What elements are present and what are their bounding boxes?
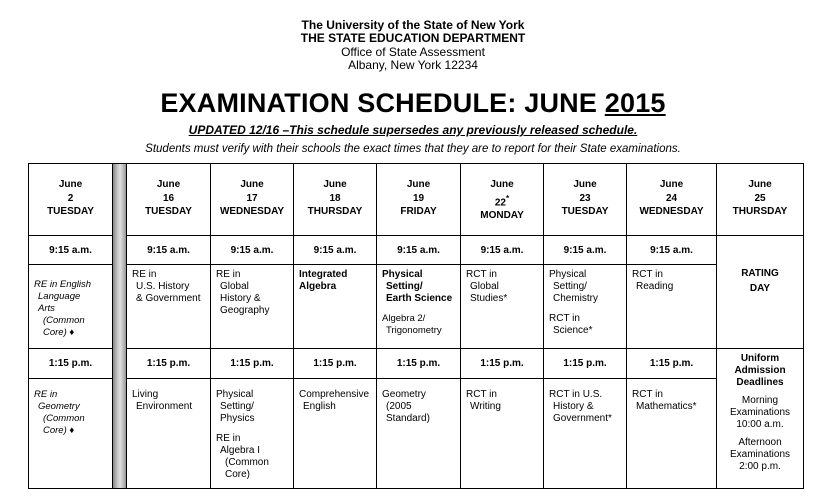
- exam-cell: Integrated Algebra: [294, 265, 377, 349]
- exam-cell: Living Environment: [127, 379, 211, 489]
- header-office: Office of State Assessment: [341, 45, 485, 59]
- separator-bar: [113, 164, 127, 489]
- day-header: June 24 WEDNESDAY: [627, 164, 717, 236]
- time-cell: 9:15 a.m.: [377, 236, 461, 265]
- time-cell: 9:15 a.m.: [211, 236, 294, 265]
- updated-notice: UPDATED 12/16 –This schedule supersedes any previously released schedule.: [188, 123, 638, 137]
- exam-cell: RE in English Language Arts (Common Core) ♦: [29, 265, 113, 349]
- time-cell: 1:15 p.m.: [127, 349, 211, 379]
- page-title: [0, 88, 826, 119]
- student-note: Students must verify with their schools the exact times that they are to report for their State examinations.: [145, 143, 681, 155]
- time-cell: 1:15 p.m.: [211, 349, 294, 379]
- exam-cell: Physical Setting/ Chemistry RCT in Science*: [544, 265, 627, 349]
- exam-cell: RE in U.S. History & Government: [127, 265, 211, 349]
- exam-cell: RCT in Reading: [627, 265, 717, 349]
- time-cell: 9:15 a.m.: [544, 236, 627, 265]
- time-cell: 9:15 a.m.: [461, 236, 544, 265]
- time-cell: 9:15 a.m.: [29, 236, 113, 265]
- rating-day: RATING DAY: [717, 236, 804, 349]
- exam-cell: Comprehensive English: [294, 379, 377, 489]
- day-header: June 23 TUESDAY: [544, 164, 627, 236]
- exam-cell: RE in Global History & Geography: [211, 265, 294, 349]
- admission-deadlines: Uniform Admission Deadlines Morning Examinations 10:00 a.m. Afternoon Examinations 2:00 p.m.: [717, 349, 804, 489]
- header-department: THE STATE EDUCATION DEPARTMENT: [300, 31, 526, 45]
- day-header: June 18 THURSDAY: [294, 164, 377, 236]
- title-text: EXAMINATION SCHEDULE: JUNE: [160, 88, 605, 118]
- exam-cell: RCT in Mathematics*: [627, 379, 717, 489]
- exam-cell: RCT in Writing: [461, 379, 544, 489]
- day-header-row: [29, 164, 804, 236]
- day-header: June 22* MONDAY: [461, 164, 544, 236]
- time-cell: 1:15 p.m.: [377, 349, 461, 379]
- time-cell: 9:15 a.m.: [127, 236, 211, 265]
- day-header: June 25 THURSDAY: [717, 164, 804, 236]
- day-header: June 2 TUESDAY: [29, 164, 113, 236]
- exam-cell: RCT in Global Studies*: [461, 265, 544, 349]
- exam-cell: RCT in U.S. History & Government*: [544, 379, 627, 489]
- time-cell: 1:15 p.m.: [627, 349, 717, 379]
- day-header: June 17 WEDNESDAY: [211, 164, 294, 236]
- afternoon-time-row: [29, 349, 804, 379]
- morning-time-row: [29, 236, 804, 265]
- header-address: Albany, New York 12234: [348, 58, 478, 72]
- schedule-table: [28, 163, 804, 489]
- time-cell: 1:15 p.m.: [461, 349, 544, 379]
- time-cell: 1:15 p.m.: [294, 349, 377, 379]
- day-header: June 16 TUESDAY: [127, 164, 211, 236]
- header-university: The University of the State of New York: [301, 18, 525, 32]
- exam-cell: Physical Setting/ Earth Science Algebra 2/ Trigonometry: [377, 265, 461, 349]
- afternoon-exams-row: [29, 379, 804, 489]
- time-cell: 9:15 a.m.: [294, 236, 377, 265]
- exam-cell: Physical Setting/ Physics RE in Algebra I (Common Core): [211, 379, 294, 489]
- time-cell: 1:15 p.m.: [29, 349, 113, 379]
- morning-exams-row: [29, 265, 804, 349]
- date-footnote-mark: *: [506, 193, 510, 203]
- day-header: June 19 FRIDAY: [377, 164, 461, 236]
- exam-cell: RE in Geometry (Common Core) ♦: [29, 379, 113, 489]
- title-year: 2015: [604, 88, 666, 118]
- exam-cell: Geometry (2005 Standard): [377, 379, 461, 489]
- time-cell: 1:15 p.m.: [544, 349, 627, 379]
- time-cell: 9:15 a.m.: [627, 236, 717, 265]
